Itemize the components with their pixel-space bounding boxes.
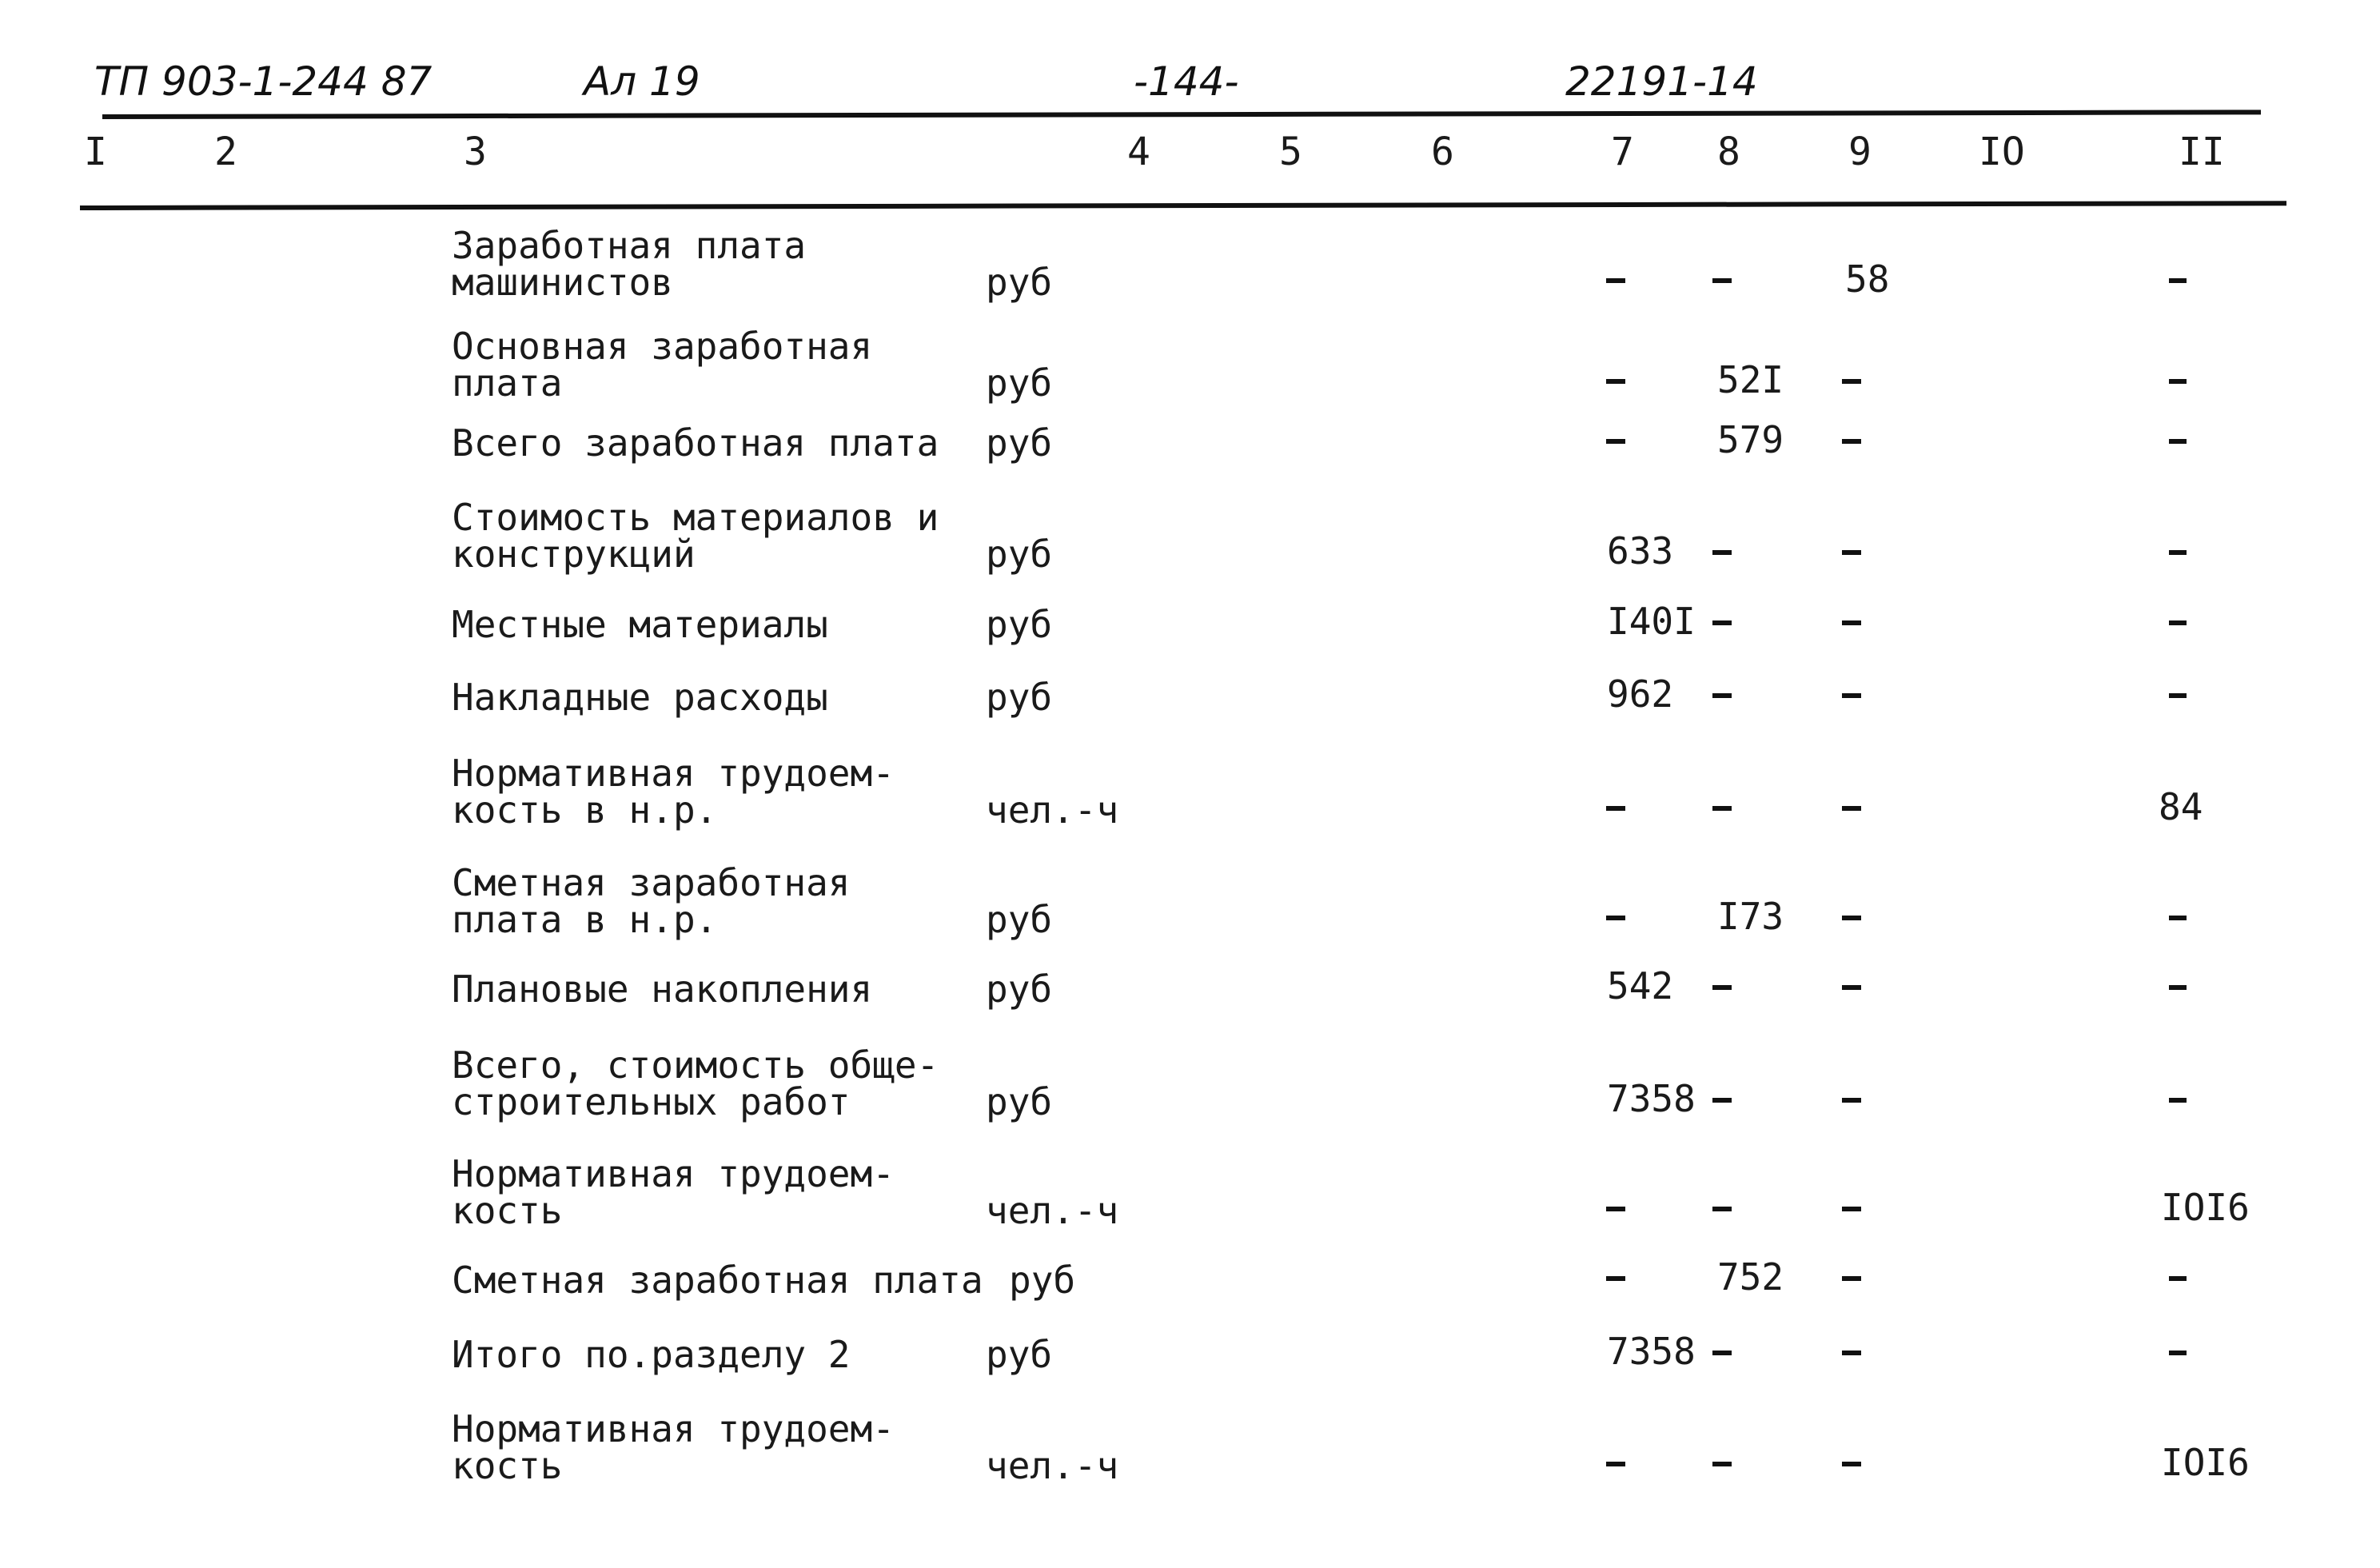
row-label: кость <box>452 1444 563 1487</box>
column-number: 4 <box>1127 130 1150 174</box>
unit-of-measure: руб <box>986 1333 1053 1376</box>
col-8-value: 752 <box>1717 1255 1784 1299</box>
dash-mark <box>1606 439 1625 444</box>
dash-mark <box>1842 379 1861 384</box>
dash-mark <box>2169 620 2187 625</box>
dash-mark <box>1606 1276 1625 1281</box>
column-number: I <box>84 130 107 174</box>
column-number: 2 <box>214 130 237 174</box>
dash-mark <box>2169 1098 2187 1103</box>
col-8-value: 579 <box>1717 418 1784 461</box>
row-label: плата в н.р. <box>452 898 718 941</box>
dash-mark <box>1606 806 1625 811</box>
dash-mark <box>1712 693 1732 698</box>
dash-mark <box>2169 985 2187 990</box>
dash-mark <box>1842 1351 1861 1355</box>
header-rule-bottom <box>80 201 2286 210</box>
dash-mark <box>1712 1207 1732 1211</box>
column-number: II <box>2179 130 2225 174</box>
col-11-value: 84 <box>2159 785 2203 828</box>
dash-mark <box>2169 693 2187 698</box>
unit-of-measure: руб <box>986 421 1053 465</box>
col-7-value: 7358 <box>1607 1330 1696 1373</box>
row-label: Сметная заработная плата <box>452 1259 983 1302</box>
dash-mark <box>1712 620 1732 625</box>
unit-of-measure: чел.-ч <box>986 1444 1119 1487</box>
unit-of-measure: руб <box>986 603 1053 646</box>
unit-of-measure: руб <box>986 533 1053 576</box>
dash-mark <box>1712 806 1732 811</box>
unit-of-measure: руб <box>986 898 1053 941</box>
album-number: Ал 19 <box>584 58 700 105</box>
column-number: 5 <box>1279 130 1302 174</box>
dash-mark <box>1842 693 1861 698</box>
row-label: Нормативная трудоем- <box>452 1407 895 1450</box>
unit-of-measure: руб <box>986 968 1053 1011</box>
dash-mark <box>1712 1351 1732 1355</box>
col-11-value: IOI6 <box>2161 1186 2250 1229</box>
dash-mark <box>1606 1462 1625 1466</box>
row-label: Накладные расходы <box>452 676 828 719</box>
dash-mark <box>2169 278 2187 283</box>
column-number: 6 <box>1431 130 1454 174</box>
column-number: 7 <box>1611 130 1634 174</box>
row-label: Всего, стоимость обще- <box>452 1043 939 1087</box>
dash-mark <box>1712 1462 1732 1466</box>
document-code: 22191-14 <box>1565 58 1758 105</box>
dash-mark <box>2169 439 2187 444</box>
dash-mark <box>1842 1098 1861 1103</box>
row-label: Стоимость материалов и <box>452 496 939 539</box>
col-7-value: 542 <box>1607 964 1674 1007</box>
column-number: IO <box>1979 130 2025 174</box>
unit-of-measure: руб <box>986 261 1053 304</box>
row-label: Нормативная трудоем- <box>452 1152 895 1195</box>
row-label: Итого по.разделу 2 <box>452 1333 851 1376</box>
row-label: машинистов <box>452 261 673 304</box>
row-label: Заработная плата <box>452 224 807 267</box>
dash-mark <box>1842 985 1861 990</box>
col-9-value: 58 <box>1845 257 1890 301</box>
row-label: конструкций <box>452 533 696 576</box>
unit-of-measure: чел.-ч <box>986 1189 1119 1232</box>
unit-of-measure: руб <box>1009 1259 1076 1302</box>
row-label: Основная заработная <box>452 325 873 368</box>
col-8-value: I73 <box>1717 895 1784 938</box>
row-label: Сметная заработная <box>452 861 851 904</box>
dash-mark <box>1712 985 1732 990</box>
unit-of-measure: руб <box>986 676 1053 719</box>
project-code: ТП 903-1-244 87 <box>94 58 433 105</box>
col-8-value: 52I <box>1717 358 1784 401</box>
unit-of-measure: чел.-ч <box>986 788 1119 832</box>
row-label: кость в н.р. <box>452 788 718 832</box>
row-label: строительных работ <box>452 1080 851 1123</box>
dash-mark <box>1842 1207 1861 1211</box>
dash-mark <box>1842 1276 1861 1281</box>
row-label: Плановые накопления <box>452 968 873 1011</box>
dash-mark <box>1712 1098 1732 1103</box>
column-number: 3 <box>464 130 487 174</box>
column-number: 8 <box>1717 130 1740 174</box>
dash-mark <box>1842 620 1861 625</box>
page-number: -144- <box>1134 58 1239 105</box>
col-7-value: 962 <box>1607 672 1674 716</box>
row-label: плата <box>452 361 563 405</box>
dash-mark <box>1842 916 1861 920</box>
header-rule-top <box>102 110 2261 119</box>
unit-of-measure: руб <box>986 1080 1053 1123</box>
dash-mark <box>2169 379 2187 384</box>
dash-mark <box>1712 550 1732 555</box>
dash-mark <box>1842 550 1861 555</box>
row-label: Нормативная трудоем- <box>452 752 895 795</box>
row-label: Всего заработная плата <box>452 421 939 465</box>
unit-of-measure: руб <box>986 361 1053 405</box>
dash-mark <box>1606 916 1625 920</box>
dash-mark <box>1842 806 1861 811</box>
dash-mark <box>2169 550 2187 555</box>
col-7-value: 633 <box>1607 529 1674 573</box>
column-number: 9 <box>1848 130 1872 174</box>
dash-mark <box>1842 439 1861 444</box>
col-7-value: 7358 <box>1607 1077 1696 1120</box>
dash-mark <box>1712 278 1732 283</box>
dash-mark <box>1842 1462 1861 1466</box>
dash-mark <box>1606 278 1625 283</box>
row-label: Местные материалы <box>452 603 828 646</box>
dash-mark <box>1606 1207 1625 1211</box>
dash-mark <box>2169 916 2187 920</box>
col-11-value: IOI6 <box>2161 1441 2250 1484</box>
dash-mark <box>2169 1276 2187 1281</box>
row-label: кость <box>452 1189 563 1232</box>
dash-mark <box>1606 379 1625 384</box>
dash-mark <box>2169 1351 2187 1355</box>
col-7-value: I40I <box>1607 600 1696 643</box>
